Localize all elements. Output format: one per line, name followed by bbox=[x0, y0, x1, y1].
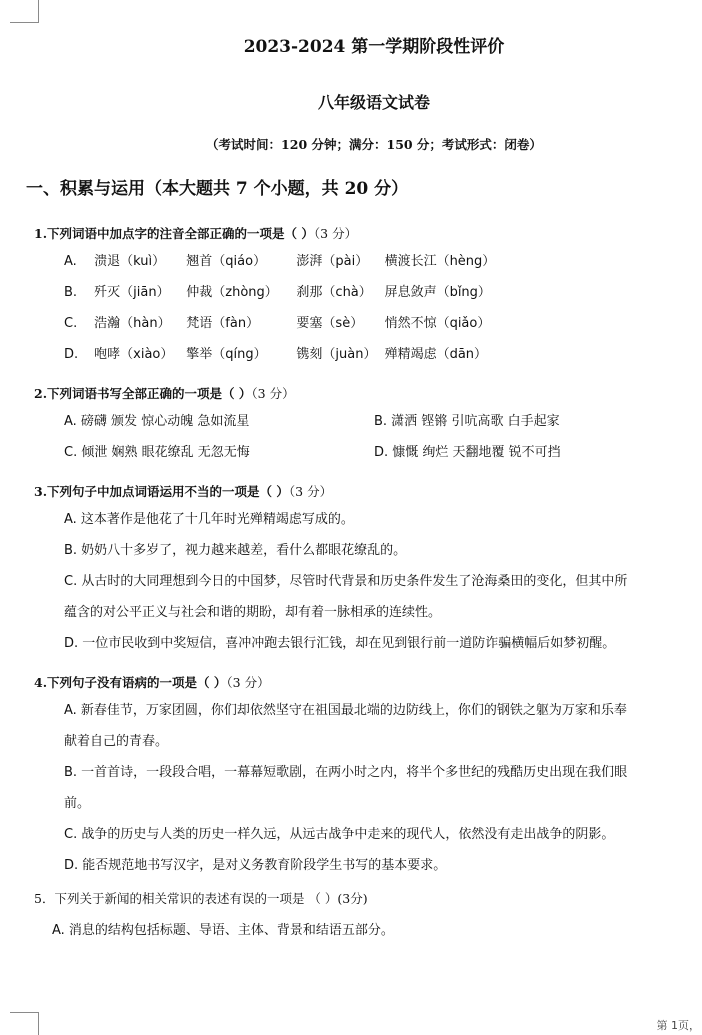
option-d: D. 慷慨 绚烂 天翻地覆 锐不可挡 bbox=[374, 445, 561, 460]
question-score: (3分) bbox=[337, 891, 368, 906]
question-score: （3 分） bbox=[226, 675, 270, 690]
question-score: （3 分） bbox=[288, 484, 333, 499]
question-1-options bbox=[34, 246, 684, 370]
option-a: A. 溃退（kuì） 翘首（qiáo） 澎湃（pài） 横渡长江（hèng） bbox=[64, 254, 496, 269]
option-a: A. 这本著作是他花了十几年时光殚精竭虑写成的。 bbox=[64, 512, 354, 527]
question-score: （3 分） bbox=[251, 386, 295, 401]
option-b: B. 潇洒 铿锵 引吭高歌 白手起家 bbox=[374, 414, 560, 429]
question-3-stem: 3.下列句子中加点词语运用不当的一项是（ ）（3 分） bbox=[34, 484, 333, 499]
option-c-continued: 蕴含的对公平正义与社会和谐的期盼，却有着一脉相承的连续性。 bbox=[64, 605, 442, 620]
option-c: C. 战争的历史与人类的历史一样久远，从远古战争中走来的现代人，依然没有走出战争的阴影。 bbox=[64, 827, 615, 842]
option-a: A. 消息的结构包括标题、导语、主体、背景和结语五部分。 bbox=[52, 923, 394, 938]
option-b: B. 一首首诗，一段段合唱，一幕幕短歌剧，在两小时之内，将半个多世纪的残酷历史出现在我们眼 bbox=[64, 765, 628, 780]
option-a: A. 磅礴 颁发 惊心动魄 急如流星 bbox=[64, 414, 250, 429]
option-b: B. 歼灭（jiān） 仲裁（zhòng） 刹那（chà） 屏息敛声（bǐng） bbox=[64, 285, 491, 300]
question-2-options bbox=[34, 406, 684, 468]
question-4-stem: 4.下列句子没有语病的一项是（ ）（3 分） bbox=[34, 675, 270, 690]
option-a-continued: 献着自己的青春。 bbox=[64, 734, 169, 749]
page-title: 2023-2024 第一学期阶段性评价 bbox=[243, 37, 505, 57]
page-subtitle: 八年级语文试卷 bbox=[317, 93, 430, 112]
question-1-stem: 1.下列词语中加点字的注音全部正确的一项是（ ）（3 分） bbox=[34, 226, 358, 241]
crop-mark-top bbox=[10, 0, 39, 23]
option-d: D. 一位市民收到中奖短信，喜冲冲跑去银行汇钱，却在见到银行前一道防诈骗横幅后如梦初醒。 bbox=[64, 636, 616, 651]
question-4-options bbox=[34, 695, 684, 881]
question-5-stem: 5．下列关于新闻的相关常识的表述有误的一项是 （ ）(3分) bbox=[34, 891, 368, 906]
crop-mark-bottom bbox=[10, 1012, 39, 1035]
section-heading: 一、积累与运用（本大题共 7 个小题，共 20 分） bbox=[26, 179, 409, 199]
exam-page bbox=[26, 30, 684, 946]
option-b: B. 奶奶八十多岁了，视力越来越差，看什么都眼花缭乱的。 bbox=[64, 543, 407, 558]
option-c: C. 浩瀚（hàn） 梵语（fàn） 要塞（sè） 悄然不惊（qiǎo） bbox=[64, 316, 491, 331]
option-b-continued: 前。 bbox=[64, 796, 91, 811]
option-c: C. 从古时的大同理想到今日的中国梦，尽管时代背景和历史条件发生了沧海桑田的变化，但其中所 bbox=[64, 574, 628, 589]
question-3-options bbox=[34, 504, 684, 659]
option-a: A. 新春佳节，万家团圆，你们却依然坚守在祖国最北端的边防线上，你们的钢铁之躯为万家和乐奉 bbox=[64, 703, 627, 718]
option-d: D. 咆哮（xiào） 擎举（qíng） 镌刻（juàn） 殚精竭虑（dān） bbox=[64, 347, 488, 362]
exam-info: （考试时间：120 分钟；满分：150 分；考试形式：闭卷） bbox=[206, 137, 542, 152]
page-number: 第 1页， bbox=[656, 1019, 700, 1032]
question-2-stem: 2.下列词语书写全部正确的一项是（ ）（3 分） bbox=[34, 386, 295, 401]
question-score: （3 分） bbox=[313, 226, 358, 241]
option-c: C. 倾泄 娴熟 眼花缭乱 无忽无悔 bbox=[64, 445, 250, 460]
question-5-options bbox=[34, 915, 684, 946]
option-d: D. 能否规范地书写汉字，是对义务教育阶段学生书写的基本要求。 bbox=[64, 858, 447, 873]
